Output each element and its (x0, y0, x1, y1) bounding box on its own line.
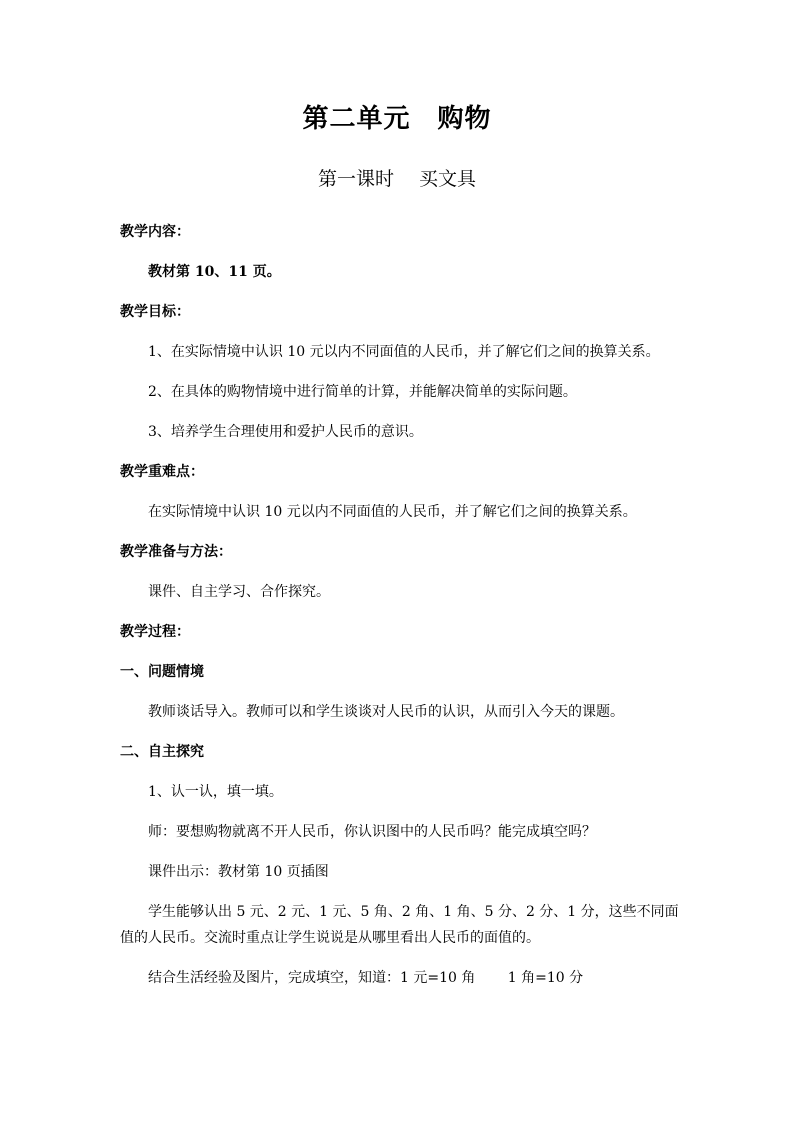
content-heading: 教学内容： (120, 224, 190, 240)
goal-item-3: 3、培养学生合理使用和爱护人民币的意识。 (148, 424, 423, 440)
preparation-text: 课件、自主学习、合作探究。 (148, 584, 330, 600)
lesson-subtitle: 第一课时 买文具 (317, 168, 477, 190)
goals-heading: 教学目标： (120, 304, 190, 320)
part2-conclusion: 结合生活经验及图片，完成填空，知道：1 元=10 角 1 角=10 分 (148, 970, 584, 986)
key-points-heading: 教学重难点： (120, 464, 204, 480)
part1-heading: 一、问题情境 (120, 664, 204, 680)
process-heading: 教学过程： (120, 624, 190, 640)
preparation-heading: 教学准备与方法： (120, 544, 232, 560)
goal-item-2: 2、在具体的购物情境中进行简单的计算，并能解决简单的实际问题。 (148, 384, 577, 400)
part2-teacher-question: 师：要想购物就离不开人民币，你认识图中的人民币吗？能完成填空吗？ (148, 824, 596, 840)
key-points-text: 在实际情境中认识 10 元以内不同面值的人民币，并了解它们之间的换算关系。 (148, 504, 637, 520)
part2-slide-note: 课件出示：教材第 10 页插图 (148, 864, 329, 880)
goal-item-1: 1、在实际情境中认识 10 元以内不同面值的人民币，并了解它们之间的换算关系。 (148, 344, 660, 360)
unit-title: 第二单元 购物 (302, 104, 492, 134)
part2-heading: 二、自主探究 (120, 744, 204, 760)
part1-text: 教师谈话导入。教师可以和学生谈谈对人民币的认识，从而引入今天的课题。 (148, 704, 624, 720)
content-text: 教材第 10、11 页。 (148, 264, 281, 280)
part2-step1: 1、认一认，填一填。 (148, 784, 283, 800)
part2-students-paragraph: 学生能够认出 5 元、2 元、1 元、5 角、2 角、1 角、5 分、2 分、1 分，这些不同面值的人民币。交流时重点让学生说说是从哪里看出人民币的面值的。 (120, 904, 679, 946)
